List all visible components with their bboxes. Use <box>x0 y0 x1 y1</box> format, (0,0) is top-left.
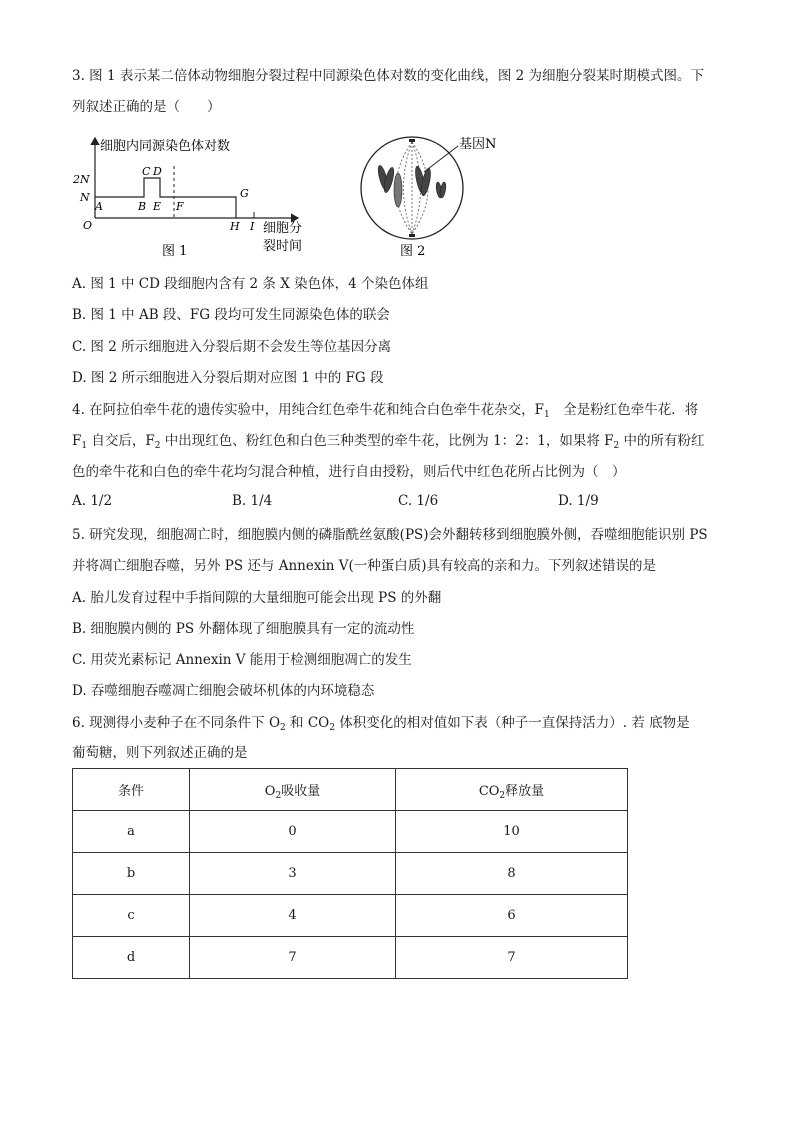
fig2-caption: 图 2 <box>400 244 426 259</box>
q5-option-a[interactable]: A. 胎儿发育过程中手指间隙的大量细胞可能会出现 PS 的外翻 <box>72 590 442 606</box>
fig1-point-g: G <box>240 187 249 200</box>
figure-1-chart <box>72 138 302 259</box>
header-o2-uptake: $O_2$吸收量 <box>190 769 396 811</box>
q4-option-a[interactable]: A. 1/2 <box>72 493 113 509</box>
table-row <box>73 895 628 937</box>
q5-stem-line1: 5. 研究发现，细胞凋亡时，细胞膜内侧的磷脂酰丝氨酸(PS)会外翻转移到细胞膜外侧，吞噬细胞能识别 PS <box>72 527 708 543</box>
cell-condition: a <box>73 811 190 853</box>
q5-stem-line2: 并将凋亡细胞吞噬，另外 PS 还与 Annexin V(一种蛋白质)具有较高的亲和力。下列叙述错误的是 <box>72 558 657 574</box>
fig1-curve <box>95 178 236 218</box>
cell-co2: 7 <box>396 937 628 979</box>
fig2-gene-label: 基因N <box>459 137 497 152</box>
fig1-y-label: 细胞内同源染色体对数 <box>100 139 231 154</box>
fig1-x-label-2: 裂时间 <box>263 239 303 254</box>
q4-stem-line3: 色的牵牛花和白色的牵牛花均匀混合种植，进行自由授粉，则后代中红色花所占比例为（ ） <box>72 464 626 480</box>
cell-co2: 6 <box>396 895 628 937</box>
fig1-point-e: E <box>153 200 162 213</box>
cell-co2: 8 <box>396 853 628 895</box>
fig1-tick-n: N <box>80 191 90 204</box>
q6-stem-line2: 葡萄糖，则下列叙述正确的是 <box>72 745 248 761</box>
q4-option-b[interactable]: B. 1/4 <box>232 493 273 509</box>
q3-stem-line2: 列叙述正确的是（ ） <box>72 99 221 115</box>
header-condition: 条件 <box>73 769 190 811</box>
chromosomes <box>376 165 447 207</box>
fig1-point-h: H <box>230 220 240 233</box>
q5-option-b[interactable]: B. 细胞膜内侧的 PS 外翻体现了细胞膜具有一定的流动性 <box>72 621 415 637</box>
q4-stem-line1: 4. 在阿拉伯牵牛花的遗传实验中，用纯合红色牵牛花和纯合白色牵牛花杂交，$F_1$ 全是粉红色牵牛花．将 <box>72 402 699 420</box>
q4-option-d[interactable]: D. 1/9 <box>558 493 599 509</box>
fig1-point-c: C <box>142 165 151 178</box>
cell-co2: 10 <box>396 811 628 853</box>
table-row <box>73 811 628 853</box>
fig1-point-f: F <box>176 200 184 213</box>
q3-figures <box>0 0 794 270</box>
centriole-top <box>409 139 415 142</box>
fig1-tick-o: O <box>83 219 93 232</box>
cell-condition: c <box>73 895 190 937</box>
q3-option-d[interactable]: D. 图 2 所示细胞进入分裂后期对应图 1 中的 FG 段 <box>72 370 384 386</box>
gene-n-pointer <box>424 146 458 172</box>
cell-o2: 7 <box>190 937 396 979</box>
q3-option-c[interactable]: C. 图 2 所示细胞进入分裂后期不会发生等位基因分离 <box>72 339 392 355</box>
cell-condition: d <box>73 937 190 979</box>
cell-condition: b <box>73 853 190 895</box>
q4-option-c[interactable]: C. 1/6 <box>398 493 439 509</box>
q3-stem-line1: 3. 图 1 表示某二倍体动物细胞分裂过程中同源染色体对数的变化曲线，图 2 为细胞分裂某时期模式图。下 <box>72 68 705 84</box>
fig1-point-d: D <box>153 165 162 178</box>
cell-o2: 4 <box>190 895 396 937</box>
fig1-caption: 图 1 <box>162 244 188 259</box>
q4-stem-line2: $F_1$ 自交后，$F_2$ 中出现红色、粉红色和白色三种类型的牵牛花，比例为 1：2：1，如果将 $F_2$ 中的所有粉红 <box>72 433 705 451</box>
table-row <box>73 853 628 895</box>
cell-o2: 0 <box>190 811 396 853</box>
q4-options <box>72 493 712 513</box>
q6-data-table <box>72 768 628 979</box>
q5-option-d[interactable]: D. 吞噬细胞吞噬凋亡细胞会破坏机体的内环境稳态 <box>72 683 375 699</box>
q3-option-a[interactable]: A. 图 1 中 CD 段细胞内含有 2 条 X 染色体，4 个染色体组 <box>72 276 429 292</box>
fig1-point-a: A <box>95 200 103 213</box>
cell-o2: 3 <box>190 853 396 895</box>
centriole-bottom <box>409 234 415 237</box>
fig1-x-label-1: 细胞分 <box>263 221 303 236</box>
q3-option-b[interactable]: B. 图 1 中 AB 段、FG 段均可发生同源染色体的联会 <box>72 307 390 323</box>
figure-2-cell-diagram <box>361 137 496 259</box>
fig1-point-b: B <box>138 200 147 213</box>
header-co2-release: $CO_2$释放量 <box>396 769 628 811</box>
q5-option-c[interactable]: C. 用荧光素标记 Annexin V 能用于检测细胞凋亡的发生 <box>72 652 412 668</box>
q6-stem-line1: 6. 现测得小麦种子在不同条件下 $O_2$ 和 $CO_2$ 体积变化的相对值如下表（种子一直保持活力）. 若 底物是 <box>72 715 690 733</box>
table-header-row <box>73 769 628 811</box>
fig1-point-i: I <box>250 220 255 233</box>
fig1-tick-2n: 2N <box>73 173 90 186</box>
table-row <box>73 937 628 979</box>
